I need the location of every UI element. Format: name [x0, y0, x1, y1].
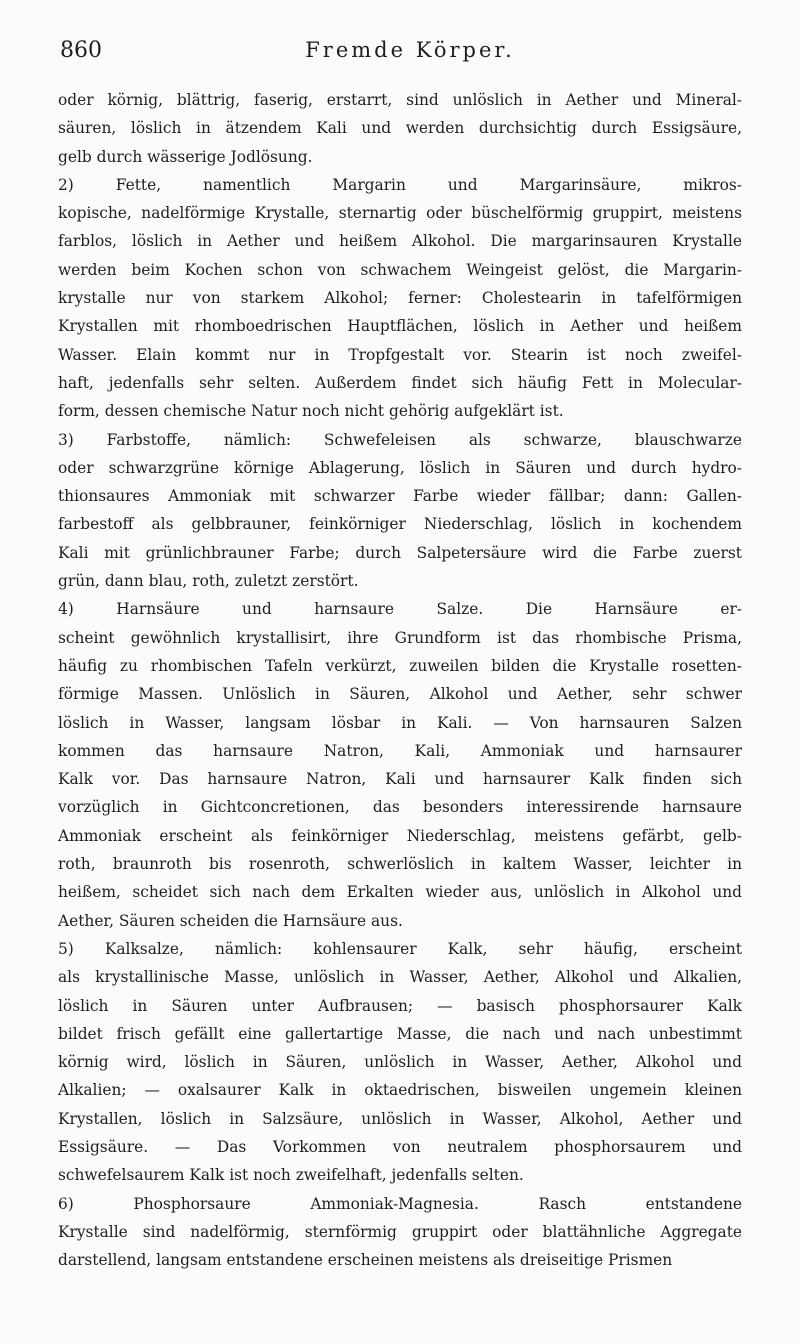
- text-line: 4) Harnsäure und harnsaure Salze. Die Harnsäure er-: [58, 600, 742, 619]
- text-line: Krystallen, löslich in Salzsäure, unlöslich in Wasser, Alkohol, Aether und: [58, 1109, 742, 1128]
- text-line: Ammoniak erscheint als feinkörniger Niederschlag, meistens gefärbt, gelb-: [58, 826, 742, 845]
- text-line: scheint gewöhnlich krystallisirt, ihre Grundform ist das rhombische Prisma,: [58, 628, 742, 647]
- text-line: körnig wird, löslich in Säuren, unlöslich in Wasser, Aether, Alkohol und: [58, 1053, 742, 1072]
- text-line: Krystalle sind nadelförmig, sternförmig gruppirt oder blattähnliche Aggregate: [58, 1222, 742, 1241]
- text-line: 3) Farbstoffe, nämlich: Schwefeleisen als schwarze, blauschwarze: [58, 430, 742, 449]
- page-number: 860: [60, 38, 102, 63]
- text-line: 6) Phosphorsaure Ammoniak-Magnesia. Rasch entstandene: [58, 1194, 742, 1213]
- text-line: häufig zu rhombischen Tafeln verkürzt, zuweilen bilden die Krystalle rosetten-: [58, 656, 742, 675]
- body-text: [58, 86, 742, 1274]
- text-line: 5) Kalksalze, nämlich: kohlensaurer Kalk, sehr häufig, erscheint: [58, 939, 742, 958]
- text-line: farblos, löslich in Aether und heißem Alkohol. Die margarinsauren Krystalle: [58, 232, 742, 251]
- text-line: Krystallen mit rhomboedrischen Hauptflächen, löslich in Aether und heißem: [58, 317, 742, 336]
- text-line: vorzüglich in Gichtconcretionen, das besonders interessirende harnsaure: [58, 798, 742, 817]
- text-line: löslich in Wasser, langsam lösbar in Kali. — Von harnsauren Salzen: [58, 713, 742, 732]
- text-line: oder körnig, blättrig, faserig, erstarrt, sind unlöslich in Aether und Mineral-: [58, 91, 742, 109]
- text-line: schwefelsaurem Kalk ist noch zweifelhaft, jedenfalls selten.: [58, 1166, 524, 1185]
- text-line: darstellend, langsam entstandene erscheinen meistens als dreiseitige Prismen: [58, 1251, 673, 1270]
- text-line: löslich in Säuren unter Aufbrausen; — basisch phosphorsaurer Kalk: [58, 996, 742, 1015]
- text-line: förmige Massen. Unlöslich in Säuren, Alkohol und Aether, sehr schwer: [58, 685, 742, 704]
- text-line: als krystallinische Masse, unlöslich in Wasser, Aether, Alkohol und Alkalien,: [58, 968, 742, 987]
- text-line: kommen das harnsaure Natron, Kali, Ammoniak und harnsaurer: [58, 741, 742, 760]
- text-line: 2) Fette, namentlich Margarin und Margarinsäure, mikros-: [58, 175, 742, 194]
- text-line: krystalle nur von starkem Alkohol; ferner: Cholestearin in tafelförmigen: [58, 289, 742, 308]
- text-line: roth, braunroth bis rosenroth, schwerlöslich in kaltem Wasser, leichter in: [58, 855, 742, 874]
- text-line: werden beim Kochen schon von schwachem Weingeist gelöst, die Margarin-: [58, 260, 742, 279]
- text-line: heißem, scheidet sich nach dem Erkalten wieder aus, unlöslich in Alkohol und: [58, 883, 742, 902]
- text-line: Essigsäure. — Das Vorkommen von neutralem phosphorsaurem und: [58, 1137, 742, 1156]
- text-line: thionsaures Ammoniak mit schwarzer Farbe wieder fällbar; dann: Gallen-: [58, 487, 742, 506]
- text-line: kopische, nadelförmige Krystalle, sternartig oder büschelförmig gruppirt, meistens: [58, 204, 742, 223]
- text-line: Kali mit grünlichbrauner Farbe; durch Salpetersäure wird die Farbe zuerst: [58, 543, 742, 562]
- text-line: grün, dann blau, roth, zuletzt zerstört.: [58, 572, 359, 591]
- text-line: farbestoff als gelbbrauner, feinkörniger Niederschlag, löslich in kochendem: [58, 515, 742, 534]
- text-line: Alkalien; — oxalsaurer Kalk in oktaedrischen, bisweilen ungemein kleinen: [58, 1081, 742, 1100]
- text-line: form, dessen chemische Natur noch nicht gehörig aufgeklärt ist.: [58, 402, 564, 421]
- text-line: säuren, löslich in ätzendem Kali und werden durchsichtig durch Essigsäure,: [58, 119, 742, 138]
- text-line: Wasser. Elain kommt nur in Tropfgestalt vor. Stearin ist noch zweifel-: [58, 345, 742, 364]
- running-head: [60, 38, 760, 68]
- text-line: Kalk vor. Das harnsaure Natron, Kali und harnsaurer Kalk finden sich: [58, 770, 742, 789]
- text-line: bildet frisch gefällt eine gallertartige Masse, die nach und nach unbestimmt: [58, 1024, 742, 1043]
- running-title: Fremde Körper.: [305, 38, 515, 62]
- text-line: oder schwarzgrüne körnige Ablagerung, löslich in Säuren und durch hydro-: [58, 458, 742, 477]
- text-line: Aether, Säuren scheiden die Harnsäure aus.: [58, 911, 403, 930]
- text-line: gelb durch wässerige Jodlösung.: [58, 147, 313, 166]
- text-line: haft, jedenfalls sehr selten. Außerdem findet sich häufig Fett in Molecular-: [58, 373, 742, 392]
